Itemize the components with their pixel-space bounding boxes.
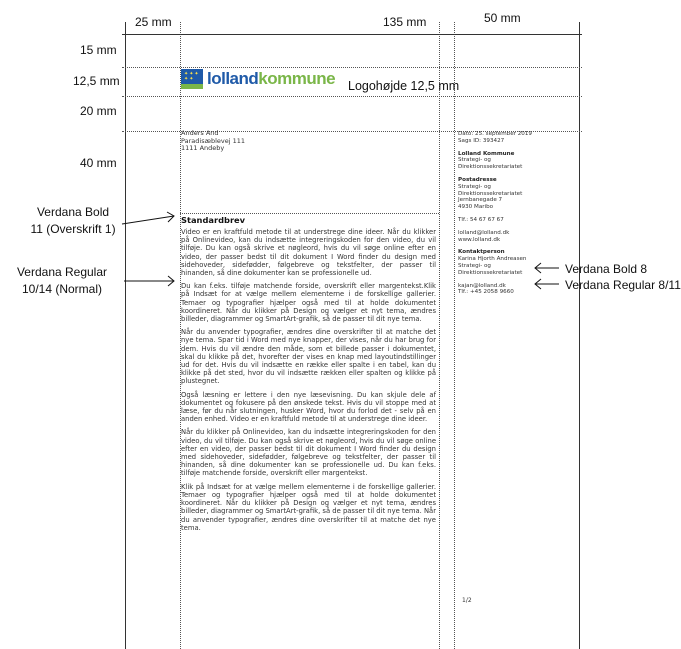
address-name: Anders And (181, 129, 219, 137)
body-paragraph: Du kan f.eks. tilføje matchende forside, overskrift eller margentekst.Klik på Indsæt for at vælge mellem elementerne i de forskellige gallerier. Temaer og typografier hjælper også med til at holde dokumentet koordineret. Når du klikker på Design og vælger et nyt tema, ændres billeder, diagrammer og SmartArt-grafik, så de passer til dit nye tema. (181, 282, 436, 324)
dimension-left-margin: 25 mm (135, 15, 172, 29)
case-id: Sags ID: 393427 (458, 137, 505, 144)
sidebar-regular-annotation: Verdana Regular 8/11 (565, 278, 681, 292)
body-paragraph: Også læsning er lettere i den nye læsevisning. Du kan skjule dele af dokumentet og fokusere på den ønskede tekst. Hvis du vil stoppe med at læse, før du når slutningen, husker Word, hvor du forlod det - selv på en anden enhed. Video er en kraftfuld metode til at understrege dine ideer. (181, 390, 436, 424)
postal-line: Jernbanegade 7 (458, 197, 503, 204)
sidebar-bold-annotation: Verdana Bold 8 (565, 262, 648, 276)
postal-line: 4930 Maribo (458, 204, 494, 211)
contact-heading: Kontaktperson (458, 249, 505, 256)
logo-text-lolland: lolland (207, 69, 259, 88)
logo-text-kommune: kommune (258, 69, 336, 88)
dimension-text-width: 135 mm (383, 15, 427, 29)
letter-date: Dato: 25. september 2019 (458, 131, 532, 137)
page-number: 1/2 (462, 597, 472, 604)
coat-of-arms-icon: ✦✦✦ ✦✦ (181, 69, 203, 89)
dimension-gap: 20 mm (80, 104, 117, 118)
org-phone: Tlf.: 54 67 67 67 (458, 216, 504, 223)
dimension-top-margin: 15 mm (80, 43, 117, 57)
contact-phone: Tlf.: +45 2058 9660 (458, 289, 514, 296)
address-city: 1111 Andeby (181, 144, 225, 153)
body-paragraph: Når du klikker på Onlinevideo, kan du indsætte integreringskoden for den video, du vil tilføje. Du kan også skrive et nøgleord, hvis du vil søge online efter en video, der passer bedst til dit dokument I Word finder du design med sidehoveder, sidefødder, følgebreve og tekstfelter, der passer til hinanden, så dine dokumenter kan se professionelle ud. Du kan f.eks. tilføje matchende forside, overskrift eller margentekst. (181, 428, 436, 478)
org-email: lolland@lolland.dk (458, 229, 510, 236)
dimension-right-column: 50 mm (484, 11, 521, 25)
address-street: Paradisæblevej 111 (181, 136, 246, 145)
org-heading: Lolland Kommune (458, 150, 515, 157)
org-line: Direktionssekretariatet (458, 164, 523, 171)
dimension-logo-area: 12,5 mm (73, 74, 120, 88)
postal-heading: Postadresse (458, 176, 497, 183)
body-paragraph: Video er en kraftfuld metode til at understrege dine ideer. Når du klikker på Onlinevideo, kan du indsætte integreringskoden for den video, du vil tilføje. Du kan også skrive et nøgleord, hvis du vil søge online efter en video, der passer bedst til dit dokument I Word finder du design med sidehoveder, sidefødder, følgebreve og tekstfelter, der passer til hinanden, så dine dokumenter kan se professionelle ud. (181, 228, 436, 278)
contact-email: kajan@lolland.dk (458, 282, 506, 289)
contact-line: Strategi- og (458, 262, 491, 269)
body-paragraph: Klik på Indsæt for at vælge mellem elementerne i de forskellige gallerier. Temaer og typografier hjælper også med til at holde dokumentet koordineret. Når du klikker på Design og vælger et nyt tema, ændres billeder, diagrammer og SmartArt-grafik, så de passer til dit nye tema. Når du anvender typografier, ændres dine overskrifter til at matche det nye tema. (181, 482, 436, 532)
dimension-address-area: 40 mm (80, 156, 117, 170)
body-paragraph: Når du anvender typografier, ændres dine overskrifter til at matche det nye tema. Spar tid i Word med nye knapper, der vises, når du har brug for dem. Hvis du vil ændre den måde, som et billede passer i dokumentet, skal du klikke på det, hvorefter der vises en knap med layoutindstillinger ud for det. Hvis du vil indsætte en række eller spalte i en tabel, kan du klikke på det sted, hvor du vil indsætte rækken eller spalten og klikke på plustegnet. (181, 328, 436, 386)
contact-line: Direktionssekretariatet (458, 269, 523, 276)
postal-line: Strategi- og (458, 183, 491, 190)
annotation-line: 10/14 (Normal) (21, 282, 103, 296)
annotation-line: 11 (Overskrift 1) (30, 222, 116, 236)
org-website: www.lolland.dk (458, 236, 501, 243)
org-line: Strategi- og (458, 157, 491, 164)
annotation-line: Verdana Regular (16, 265, 108, 279)
letter-heading: Standardbrev (181, 215, 246, 225)
contact-name: Karina Hjorth Andreasen (458, 256, 527, 263)
postal-line: Direktionssekretariatet (458, 190, 523, 197)
logo-height-label: Logohøjde 12,5 mm (348, 79, 460, 93)
annotation-line: Verdana Bold (36, 205, 110, 219)
